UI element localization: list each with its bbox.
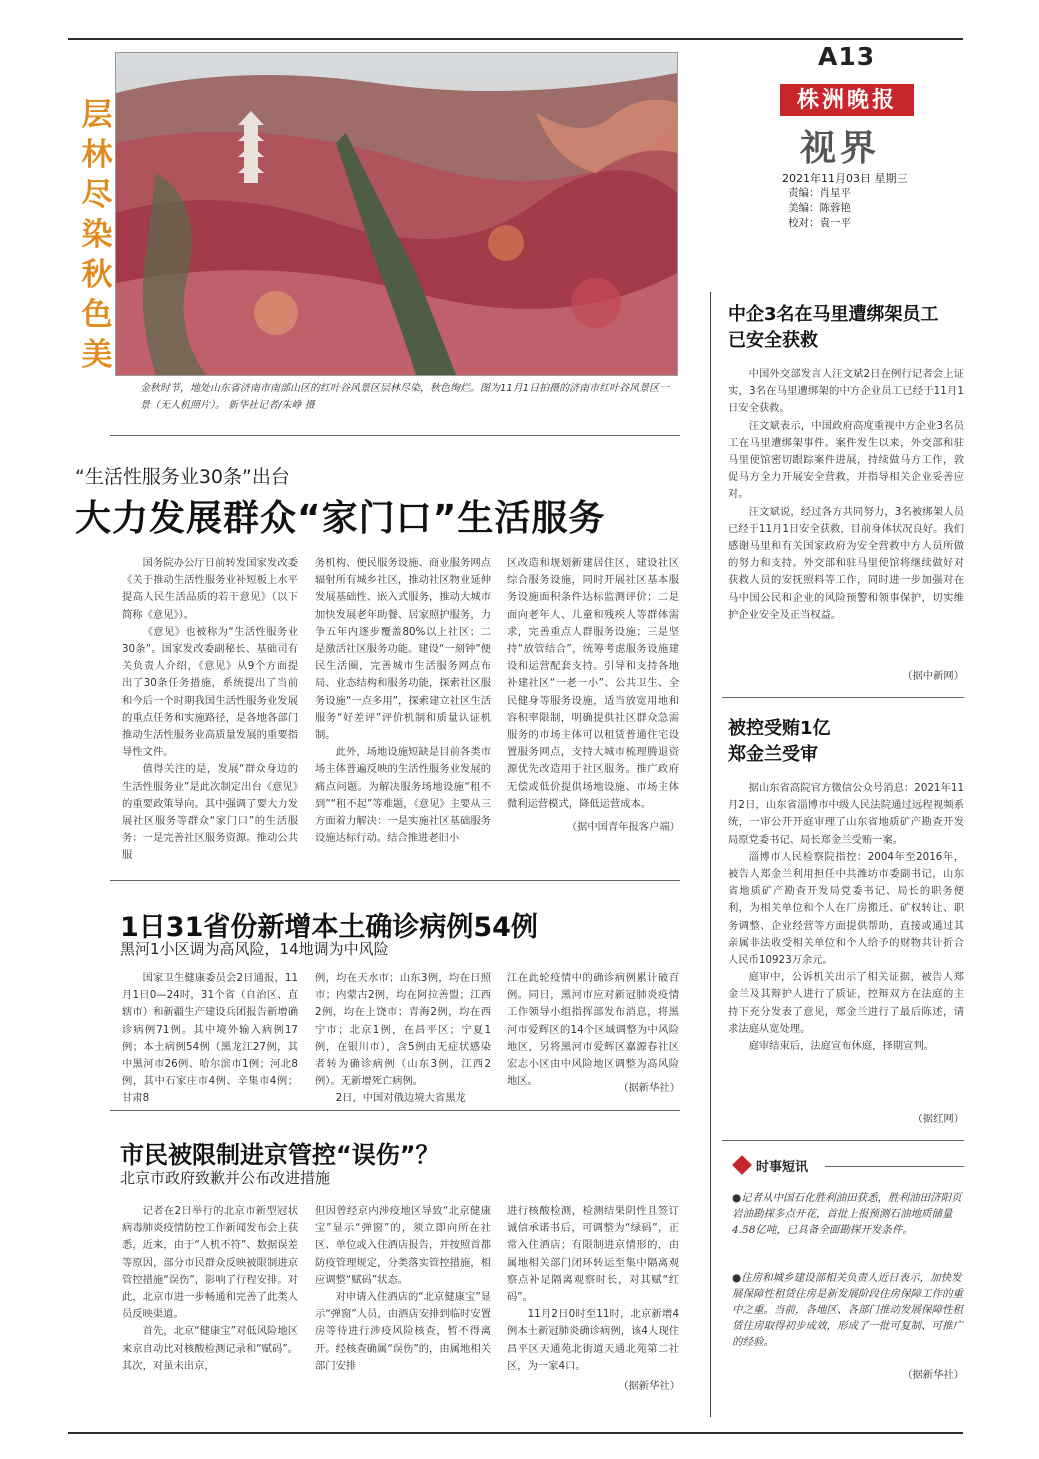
photo-feature-title: 层林尽染秋色美 bbox=[81, 97, 113, 373]
paragraph: 据山东省高院官方微信公众号消息：2021年11月2日，山东省淄博市中级人民法院通过远程视频系统，一审公开开庭审理了山东省地质矿产勘查开发局原党委书记、局长郑金兰受贿一案。 bbox=[728, 782, 964, 846]
right-divider bbox=[722, 1140, 964, 1141]
paragraph: 区改造和规划新建居住区，建设社区综合服务设施，同时开展社区基本服务设施面积条件达标监测评价；二是面向老年人、儿童和残疾人等群体需求，完善重点人群服务设施；三是坚持“放管结合”，统筹考虑服务设施建设和运营配套支持。引导和支持各地补建社区“一老一小”、公共卫生、全民健身等服务设施，适当放宽用地和容积率限制，明确提供社区群众急需服务的市场主体可以租赁普通住宅设置服务网点，支持大城市梳理腾退资源优先改造用于社区服务。推广政府无偿或低价提供场地设施、市场主体微利运营模式，降低运营成本。 bbox=[507, 557, 679, 810]
right1-headline-line2: 已安全获救 bbox=[728, 330, 818, 351]
article2-source: （据新华社） bbox=[618, 1082, 680, 1094]
paragraph: 此外，场地设施短缺是目前各类市场主体普遍反映的生活性服务业发展的痛点问题。为解决服务场地设施“租不到”“租不起”等难题，《意见》主要从三方面着力解决：一是实施社区基础服务设施达标行动。结合推进老旧小 bbox=[315, 746, 491, 845]
section-title: 视界 bbox=[800, 127, 881, 169]
proofreader-credit: 校对：袁一平 bbox=[788, 217, 851, 229]
credits bbox=[788, 186, 851, 231]
right2-body bbox=[728, 780, 964, 1122]
article3-headline: 市民被限制进京管控“误伤”？ bbox=[120, 1141, 440, 1169]
paragraph: 2日，中国对俄边境大省黑龙 bbox=[335, 1092, 466, 1105]
right1-headline-line1: 中企3名在马里遭绑架员工 bbox=[728, 304, 939, 325]
paragraph: 淄博市人民检察院指控：2004年至2016年，被告人郑金兰利用担任中共潍坊市委副书记，山东省地质矿产勘查开发局党委书记、局长的职务便利，为相关单位和个人在厂房搬迁、矿权转让、职务调整、企业经营等方面提供帮助，直接或通过其亲属非法收受相关单位和个人给予的财物共计折合人民币10923万余元。 bbox=[728, 850, 964, 967]
article1-column-3 bbox=[507, 555, 679, 817]
right1-source: （据中新网） bbox=[902, 670, 964, 682]
right2-headline-line2: 郑金兰受审 bbox=[728, 744, 818, 765]
page-number: A13 bbox=[818, 42, 876, 71]
article1-column-1 bbox=[122, 555, 298, 862]
paragraph: 国务院办公厅日前转发国家发改委《关于推动生活性服务业补短板上水平提高人民生活品质的若干意见》（以下简称《意见》）。 bbox=[122, 557, 298, 621]
article2-column-1 bbox=[122, 970, 298, 1105]
article1-headline: 大力发展群众“家门口”生活服务 bbox=[75, 498, 606, 539]
briefs-label-rule bbox=[825, 1166, 964, 1167]
bottom-rule bbox=[68, 1432, 963, 1434]
article3-source: （据新华社） bbox=[618, 1380, 680, 1392]
designer-credit: 美编：陈蓉艳 bbox=[788, 202, 851, 214]
paragraph: 《意见》也被称为“生活性服务业30条”。国家发改委副秘长、基础司有关负责人介绍，《意见》从9个方面提出了30条任务措施，系统提出了当前和今后一个时期我国生活性服务业发展的重点任务和实施路径，是各地各部门推动生活性服务业高质量发展的重要指导性文件。 bbox=[122, 625, 298, 759]
issue-date: 2021年11月03日 星期三 bbox=[782, 172, 908, 185]
article3-column-3 bbox=[507, 1203, 679, 1375]
column-divider bbox=[710, 292, 711, 1417]
article3-column-1 bbox=[122, 1203, 298, 1378]
right-divider bbox=[722, 697, 964, 698]
right1-headline bbox=[728, 302, 968, 354]
briefs-source: （据新华社） bbox=[902, 1369, 964, 1381]
article2-column-2 bbox=[315, 970, 491, 1105]
top-rule bbox=[68, 38, 963, 40]
article2-headline: 1日31省份新增本土确诊病例54例 bbox=[120, 912, 538, 943]
paragraph: 汪文斌表示，中国政府高度重视中方企业3名员工在马里遭绑架事件。案件发生以来，外交部和驻马里使馆密切跟踪案件进展，持续做马方工作，敦促马方全力开展安全营救，并指导相关企业妥善应对。 bbox=[728, 419, 964, 501]
article3-subhead: 北京市政府致歉并公布改进措施 bbox=[120, 1169, 331, 1187]
paragraph: 江在此轮疫情中的确诊病例累计破百例。同日，黑河市应对新冠肺炎疫情工作领导小组指挥部发布消息，将黑河市爱辉区的14个区域调整为中风险地区，另将黑河市爱辉区嘉源春社区宏志小区由中风险地区调整为高风险地区。 bbox=[507, 972, 679, 1088]
paragraph: 但因曾经京内涉疫地区导致“北京健康宝”显示“弹窗”的，须立即向所在社区、单位或入住酒店报告，并按照首都防疫管理规定，分类落实管控措施，相应调整“赋码”状态。 bbox=[315, 1205, 491, 1286]
article1-kicker: “生活性服务业30条”出台 bbox=[75, 466, 290, 488]
paragraph: 11月2日0时至11时，北京新增4例本土新冠肺炎确诊病例，该4人现住昌平区天通苑北街道天通北苑第二社区，为一家4口。 bbox=[507, 1308, 679, 1372]
right1-body bbox=[728, 366, 964, 666]
article-divider bbox=[110, 1110, 680, 1111]
photo-caption: 金秋时节，地处山东省济南市南部山区的红叶谷风景区层林尽染，秋色绚烂。图为11月1日拍摄的济南市红叶谷风景区一景（无人机照片）。 新华社记者/朱峥 摄 bbox=[140, 383, 670, 411]
article1-source: （据中国青年报客户端） bbox=[566, 821, 680, 833]
brief-item-1: ●记者从中国石化胜利油田获悉，胜利油田济阳页岩油勘探多点开花，首批上报预测石油地质储量4.58亿吨，已具备全面勘探开发条件。 bbox=[732, 1192, 962, 1236]
article2-subhead: 黑河1小区调为高风险，14地调为中风险 bbox=[120, 940, 389, 958]
paragraph: 汪文斌说，经过各方共同努力，3名被绑架人员已经于11月1日安全获救，目前身体状况良好。我们感谢马里和有关国家政府为安全营救中方人员所做的努力和支持。外交部和驻马里使馆将继续做好对获救人员的安抚照料等工作，同时进一步加强对在马中国公民和企业的风险预警和领事保护，切实维护企业安全及正当权益。 bbox=[728, 505, 964, 621]
masthead-logo: 株洲晚报 bbox=[780, 84, 914, 116]
news-brief-icon bbox=[732, 1155, 752, 1175]
paragraph: 庭审结束后，法庭宣布休庭，择期宣判。 bbox=[748, 1040, 934, 1053]
caption-rule bbox=[110, 435, 680, 436]
editor-credit: 责编：肖星平 bbox=[788, 187, 851, 199]
brief-item-2: ●住房和城乡建设部相关负责人近日表示，加快发展保障性租赁住房是新发展阶段住房保障工作的重中之重。当前，各地区、各部门推动发展保障性租赁住房取得初步成效，形成了一批可复制、可推广的经验。 bbox=[732, 1272, 963, 1348]
paragraph: 对申请入住酒店的“北京健康宝”显示“弹窗”人员，由酒店安排到临时安置房等待进行涉疫风险核查，暂不得离开。经核查确属“误伤”的，由属地相关部门安排 bbox=[315, 1291, 491, 1372]
paragraph: 首先，北京“健康宝”对低风险地区来京自动比对核酸检测记录和“赋码”。其次，对虽未出京， bbox=[122, 1325, 298, 1372]
paragraph: 例，均在天水市；山东3例，均在日照市；内蒙古2例，均在阿拉善盟；江西2例，均在上饶市；青海2例，均在西宁市；北京1例，在昌平区；宁夏1例，在银川市），含5例由无症状感染者转为确诊病例（山东3例，江西2例）。无新增死亡病例。 bbox=[315, 972, 491, 1088]
right2-source: （据红网） bbox=[912, 1113, 964, 1125]
paragraph: 值得关注的是，发展“群众身边的生活性服务业”是此次制定出台《意见》的重要政策导向。其中强调了要大力发展社区服务等群众“家门口”的生活服务：一是完善社区服务资源。推动公共服 bbox=[122, 763, 298, 862]
article2-column-3 bbox=[507, 970, 679, 1088]
right2-headline-line1: 被控受贿1亿 bbox=[728, 718, 831, 739]
autumn-forest-photo bbox=[115, 52, 678, 376]
paragraph: 进行核酸检测，检测结果阴性且签订诚信承诺书后，可调整为“绿码”，正常入住酒店；有限制进京情形的，由属地相关部门闭环转运至集中隔离观察点补足隔离观察时长，对其赋“红码”。 bbox=[507, 1205, 679, 1304]
paragraph: 务机构、便民服务设施、商业服务网点辐射所有城乡社区，推动社区物业延伸发展基础性、嵌入式服务，推动大城市加快发展老年助餐、居家照护服务，力争五年内逐步覆盖80%以上社区；二是激活社区服务功能。建设“一刻钟”便民生活圈，完善城市生活服务网点布局、业态结构和服务功能，探索社区服务设施“一点多用”，探索建立社区生活服务“好差评”评价机制和质量认证机制。 bbox=[315, 557, 491, 742]
paragraph: 庭审中，公诉机关出示了相关证据，被告人郑金兰及其辩护人进行了质证，控辩双方在法庭的主持下充分发表了意见，郑金兰进行了最后陈述，请求法庭从宽处理。 bbox=[728, 971, 964, 1035]
article-divider bbox=[110, 880, 680, 881]
paragraph: 中国外交部发言人汪文斌2日在例行记者会上证实，3名在马里遭绑架的中方企业员工已经于11月1日安全获救。 bbox=[728, 368, 964, 415]
right2-headline bbox=[728, 716, 968, 768]
paragraph: 记者在2日举行的北京市新型冠状病毒肺炎疫情防控工作新闻发布会上获悉，近来，由于“人机不符”、数据误差等原因，部分市民群众反映被限制进京管控措施“误伤”，影响了行程安排。对此，北京市进一步畅通和完善了此类人员反映渠道。 bbox=[122, 1205, 298, 1321]
article1-column-2 bbox=[315, 555, 491, 855]
article3-column-2 bbox=[315, 1203, 491, 1378]
paragraph: 国家卫生健康委员会2日通报，11月1日0—24时，31个省（自治区、直辖市）和新疆生产建设兵团报告新增确诊病例71例。其中境外输入病例17例；本土病例54例（黑龙江27例，其中黑河市26例、哈尔滨市1例；河北8例，其中石家庄市4例、辛集市4例；甘肃8 bbox=[122, 972, 298, 1105]
briefs-label: 时事短讯 bbox=[756, 1160, 809, 1175]
